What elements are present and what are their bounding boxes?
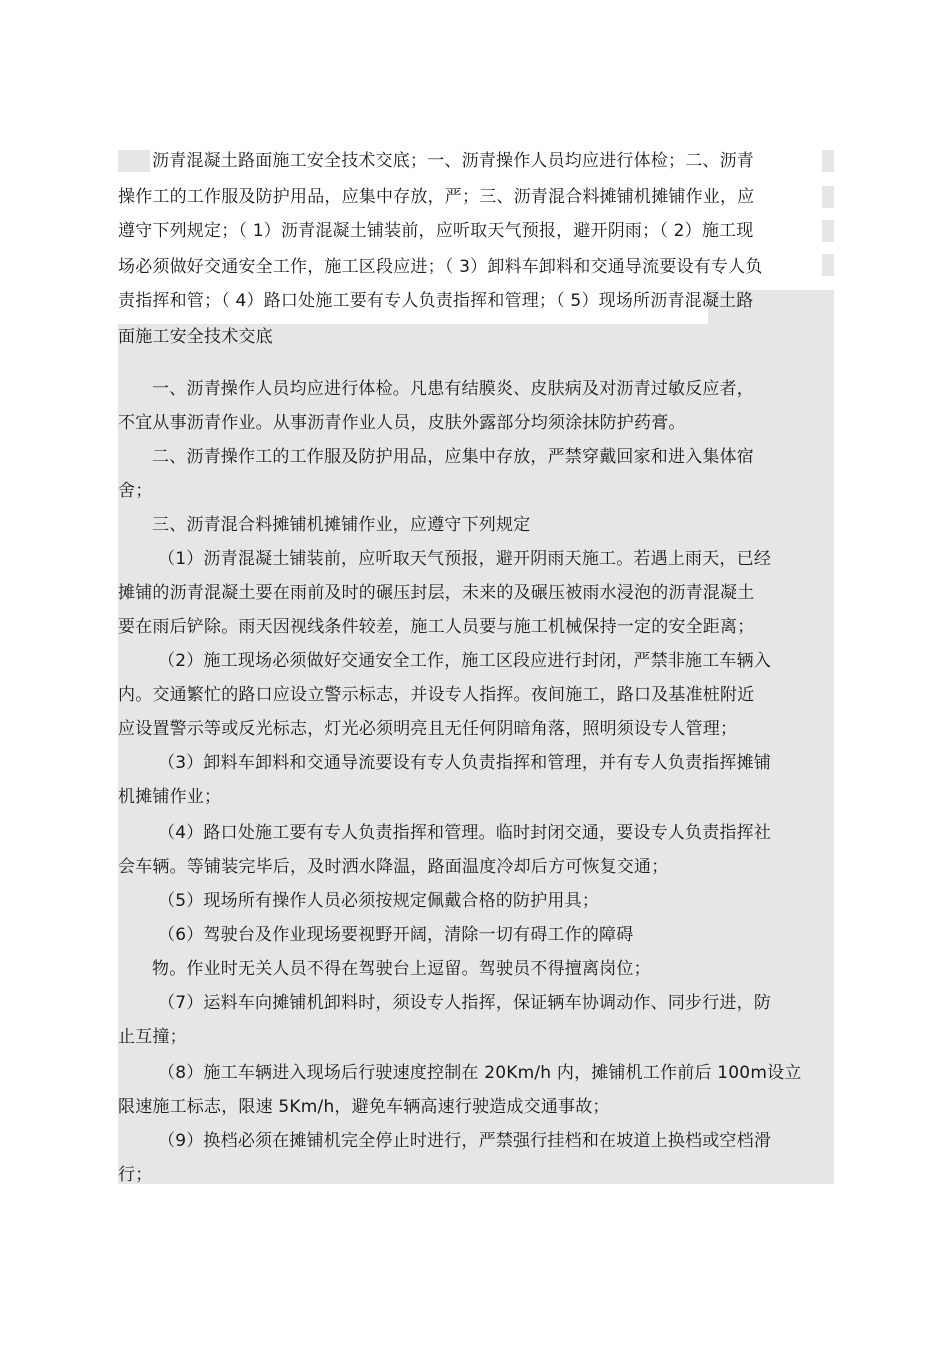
body-line: （3）卸料车卸料和交通导流要设有专人负责指挥和管理，并有专人负责指挥摊铺	[158, 753, 772, 773]
body-line: （8）施工车辆进入现场后行驶速度控制在 20Km/h 内，摊铺机工作前后 100m设立	[158, 1063, 802, 1083]
body-line: （9）换档必须在摊铺机完全停止时进行，严禁强行挂档和在坡道上换档或空档滑	[158, 1131, 772, 1151]
summary-line: 操作工的工作服及防护用品，应集中存放，严；三、沥青混合料摊铺机摊铺作业，应	[118, 187, 755, 207]
summary-line: 遵守下列规定；（ 1）沥青混凝土铺装前，应听取天气预报，避开阴雨；（ 2）施工现	[118, 221, 754, 241]
body-line: （2）施工现场必须做好交通安全工作，施工区段应进行封闭，严禁非施工车辆入	[158, 651, 772, 671]
body-line: 内。交通繁忙的路口应设立警示标志，并设专人指挥。夜间施工，路口及基准桩附近	[118, 685, 755, 705]
scan-shading-edge	[822, 150, 834, 172]
summary-line: 责指挥和管；（ 4）路口处施工要有专人负责指挥和管理；（ 5）现场所沥青混凝土路	[118, 291, 754, 311]
body-line: 一、沥青操作人员均应进行体检。凡患有结膜炎、皮肤病及对沥青过敏反应者，	[152, 379, 754, 399]
body-line: （5）现场所有操作人员必须按规定佩戴合格的防护用具；	[158, 891, 600, 911]
summary-line: 场必须做好交通安全工作，施工区段应进；（ 3）卸料车卸料和交通导流要设有专人负	[118, 257, 763, 277]
body-line: 不宜从事沥青作业。从事沥青作业人员，皮肤外露部分均须涂抹防护药膏。	[118, 413, 686, 433]
body-line: 要在雨后铲除。雨天因视线条件较差，施工人员要与施工机械保持一定的安全距离；	[118, 617, 755, 637]
body-line: 限速施工标志，限速 5Km/h，避免车辆高速行驶造成交通事故；	[118, 1097, 610, 1117]
body-line: 行；	[118, 1165, 153, 1185]
body-line: 物。作业时无关人员不得在驾驶台上逗留。驾驶员不得擅离岗位；	[152, 959, 651, 979]
body-line: 舍；	[118, 481, 153, 501]
body-line: 摊铺的沥青混凝土要在雨前及时的碾压封层，未来的及碾压被雨水浸泡的沥青混凝土	[118, 583, 755, 603]
body-line: 止互撞；	[118, 1027, 187, 1047]
body-line: （1）沥青混凝土铺装前，应听取天气预报，避开阴雨天施工。若遇上雨天，已经	[158, 549, 772, 569]
body-line: 三、沥青混合料摊铺机摊铺作业，应遵守下列规定	[152, 515, 531, 535]
document-title: 面施工安全技术交底	[118, 327, 273, 347]
body-line: 二、沥青操作工的工作服及防护用品，应集中存放，严禁穿戴回家和进入集体宿	[152, 447, 754, 467]
body-line: 会车辆。等铺装完毕后，及时洒水降温，路面温度冷却后方可恢复交通；	[118, 857, 669, 877]
body-line: （6）驾驶台及作业现场要视野开阔，清除一切有碍工作的障碍	[158, 925, 634, 945]
scan-shading-lead	[118, 150, 150, 172]
summary-line: 沥青混凝土路面施工安全技术交底；一、沥青操作人员均应进行体检；二、沥青	[152, 151, 754, 171]
body-line: （4）路口处施工要有专人负责指挥和管理。临时封闭交通，要设专人负责指挥社	[158, 823, 772, 843]
body-line: （7）运料车向摊铺机卸料时，须设专人指挥，保证辆车协调动作、同步行进，防	[158, 993, 772, 1013]
scan-shading-edge	[822, 254, 834, 276]
scan-shading-edge	[822, 220, 834, 242]
body-line: 应设置警示等或反光标志，灯光必须明亮且无任何阴暗角落，照明须设专人管理；	[118, 719, 738, 739]
body-line: 机摊铺作业；	[118, 787, 222, 807]
scan-shading-edge	[822, 186, 834, 208]
